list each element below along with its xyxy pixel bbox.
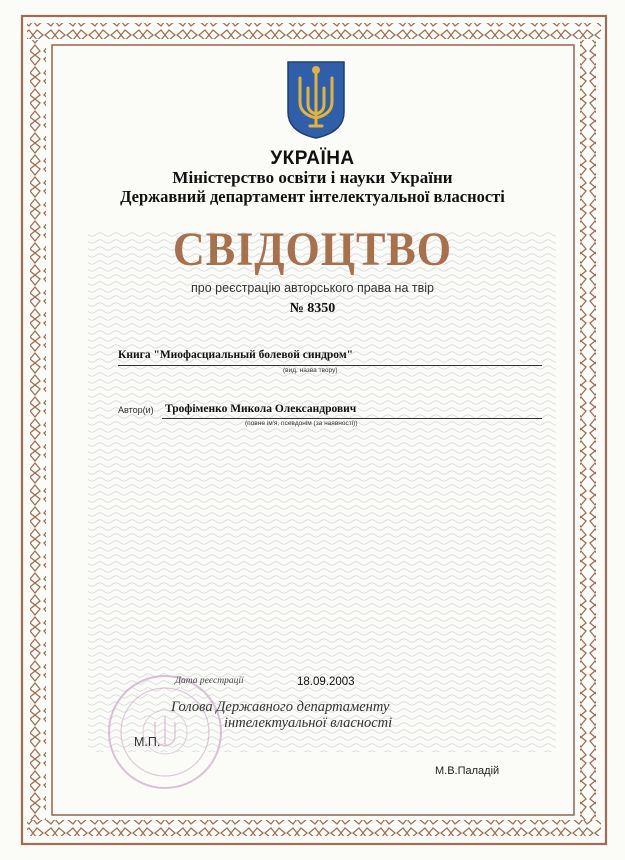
head-position-line2: інтелектуальної власності bbox=[224, 715, 393, 731]
registration-date-value: 18.09.2003 bbox=[297, 676, 355, 688]
signer-name: М.В.Паладій bbox=[435, 765, 500, 777]
ministry-name: Міністерство освіти і науки України bbox=[172, 168, 453, 187]
work-underline bbox=[118, 365, 542, 366]
work-hint: (вид, назва твору) bbox=[283, 367, 338, 374]
head-position-line1: Голова Державного департаменту bbox=[171, 699, 390, 715]
department-name: Державний департамент інтелектуальної власності bbox=[120, 187, 505, 206]
country-name: УКРАЇНА bbox=[270, 148, 355, 169]
work-title-value: Книга "Миофасциальный болевой синдром" bbox=[118, 349, 354, 361]
certificate-title: СВІДОЦТВО bbox=[172, 223, 453, 276]
seal-place-label: М.П. bbox=[134, 735, 161, 749]
author-underline bbox=[162, 418, 542, 419]
author-value: Трофіменко Микола Олександрович bbox=[165, 403, 357, 415]
official-seal-icon bbox=[105, 672, 225, 792]
registration-date-label: Дата реєстрації bbox=[175, 676, 244, 686]
author-hint: (повне ім'я, псевдонім (за наявності)) bbox=[245, 420, 358, 427]
author-label: Автор(и) bbox=[118, 405, 154, 415]
certificate-subtitle: про реєстрацію авторського права на твір bbox=[191, 281, 434, 295]
certificate-number: № 8350 bbox=[289, 301, 336, 316]
trident-emblem-icon bbox=[286, 60, 346, 140]
